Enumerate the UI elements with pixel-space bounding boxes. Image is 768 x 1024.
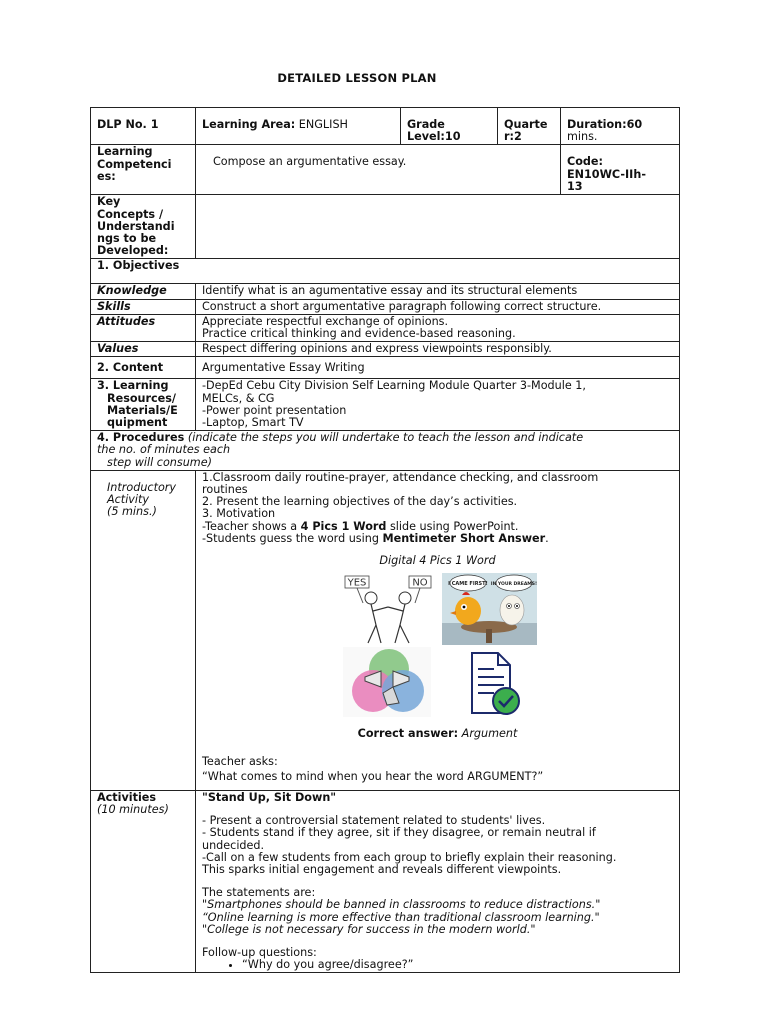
content-text: Argumentative Essay Writing <box>196 357 680 379</box>
no-sign: NO <box>411 577 428 589</box>
statement: "Smartphones should be banned in classrooms to reduce distractions." <box>202 898 601 912</box>
intro-step: 2. Present the learning objectives of the day’s activities. <box>202 495 518 509</box>
introductory-label-cell <box>91 470 196 790</box>
competency-label-line: Competenci <box>97 157 172 171</box>
resources-line: -DepEd Cebu City Division Self Learning Module Quarter 3-Module 1, <box>202 379 586 393</box>
teacher-asks-label: Teacher asks: <box>202 755 278 769</box>
quarter-label: Quarte <box>504 118 548 131</box>
attitudes-text-cell <box>196 314 680 341</box>
intro-step-highlight: Mentimeter Short Answer <box>382 531 546 545</box>
grade-value: Level:10 <box>407 130 461 144</box>
content-row <box>91 357 680 379</box>
duration-cell <box>561 108 680 145</box>
chicken-egg-argument-image <box>442 573 537 645</box>
correct-answer <box>202 728 673 740</box>
activity-step: - Students stand if they agree, sit if they disagree, or remain neutral if <box>202 826 596 840</box>
objectives-heading: 1. Objectives <box>91 259 680 284</box>
correct-answer-value: Argument <box>458 727 518 741</box>
key-concepts-line: ngs to be <box>97 232 157 246</box>
attitudes-text-line: Appreciate respectful exchange of opinions. <box>202 314 449 328</box>
code-value: EN10WC-IIh- <box>567 167 646 181</box>
intro-step: routines <box>202 483 248 497</box>
competency-label-line: es: <box>97 169 116 183</box>
key-concepts-line: Developed: <box>97 244 169 258</box>
statements-label: The statements are: <box>202 886 316 900</box>
resources-label-line: Materials/E <box>107 403 178 417</box>
statement: “Online learning is more effective than traditional classroom learning." <box>202 910 600 924</box>
learning-area-cell <box>196 108 401 145</box>
activities-duration: (10 minutes) <box>97 803 169 817</box>
competency-label-cell <box>91 145 196 195</box>
teacher-question: “What comes to mind when you hear the word ARGUMENT?” <box>202 769 544 783</box>
skills-label: Skills <box>91 299 196 314</box>
activities-content-cell <box>196 790 680 972</box>
activities-label-cell <box>91 790 196 972</box>
resources-text-cell <box>196 379 680 431</box>
intro-step: 1.Classroom daily routine-prayer, attendance checking, and classroom <box>202 470 599 484</box>
procedures-label: 4. Procedures <box>97 431 185 445</box>
attitudes-label: Attitudes <box>91 314 196 341</box>
key-concepts-line: Understandi <box>97 219 175 233</box>
activity-step: This sparks initial engagement and reveals different viewpoints. <box>202 862 562 876</box>
follow-up-list <box>202 959 673 971</box>
attitudes-text-line: Practice critical thinking and evidence-based reasoning. <box>202 327 516 341</box>
resources-line: -Power point presentation <box>202 403 347 417</box>
grade-level-cell <box>401 108 498 145</box>
code-label: Code: <box>567 155 603 169</box>
learning-area-value: ENGLISH <box>295 118 348 131</box>
dlp-number: DLP No. 1 <box>97 118 159 131</box>
procedures-note-line: the no. of minutes each <box>97 443 231 457</box>
statement-close-quote: " <box>530 922 536 936</box>
activity-step: undecided. <box>202 838 265 852</box>
learning-area-label: Learning Area: <box>202 118 296 131</box>
duration-label: Duration:60 <box>567 118 643 131</box>
objectives-heading-row <box>91 259 680 284</box>
statement <box>202 924 673 936</box>
skills-row <box>91 299 680 314</box>
four-pics-grid <box>343 573 537 719</box>
intro-step: 3. Motivation <box>202 507 276 521</box>
megaphones-venn-image <box>343 647 431 717</box>
intro-step <box>202 533 673 545</box>
values-text: Respect differing opinions and express viewpoints responsibly. <box>196 342 680 357</box>
intro-step-part: -Students guess the word using <box>202 531 383 545</box>
introductory-content-cell <box>196 470 680 790</box>
values-row <box>91 342 680 357</box>
activity-step: -Call on a few students from each group to briefly explain their reasoning. <box>202 850 617 864</box>
correct-answer-label: Correct answer: <box>357 727 459 741</box>
quarter-value: r:2 <box>504 130 522 144</box>
key-concepts-row <box>91 195 680 259</box>
intro-step-part: -Teacher shows a <box>202 519 301 533</box>
knowledge-text: Identify what is an agumentative essay and its structural elements <box>196 284 680 299</box>
duration-unit: mins. <box>567 130 598 144</box>
competency-row <box>91 145 680 195</box>
knowledge-row <box>91 284 680 299</box>
attitudes-row <box>91 314 680 341</box>
competency-text: Compose an argumentative essay. <box>213 155 407 169</box>
introductory-label-line: Activity <box>107 493 150 507</box>
values-label: Values <box>91 342 196 357</box>
introductory-duration: (5 mins.) <box>107 505 157 519</box>
quarter-cell <box>498 108 561 145</box>
document-title: DETAILED LESSON PLAN <box>277 71 437 85</box>
four-pics-caption: Digital 4 Pics 1 Word <box>379 554 496 568</box>
follow-up-question: • “Why do you agree/disagree?” <box>242 959 673 971</box>
intro-step-part: . <box>545 531 549 545</box>
knowledge-label: Knowledge <box>91 284 196 299</box>
activity-title: "Stand Up, Sit Down" <box>202 790 337 804</box>
skills-text: Construct a short argumentative paragraph following correct structure. <box>196 299 680 314</box>
competency-label-line: Learning <box>97 145 153 159</box>
resources-label-line: 3. Learning <box>97 379 169 393</box>
speech-bubble-egg: IN YOUR DREAMS! <box>490 582 537 588</box>
statement-text: "College is not necessary for success in the modern world. <box>202 922 531 936</box>
speech-bubble-chicken: I CAME FIRST! <box>447 581 488 588</box>
resources-row <box>91 379 680 431</box>
grade-label: Grade <box>407 118 445 131</box>
activity-step: - Present a controversial statement related to students' lives. <box>202 814 546 828</box>
key-concepts-value-cell <box>196 195 680 259</box>
introductory-label: Introductory <box>107 480 177 494</box>
content-label: 2. Content <box>91 357 196 379</box>
resources-label-line: Resources/ <box>107 391 176 405</box>
follow-up-label: Follow-up questions: <box>202 945 317 959</box>
procedures-row <box>91 431 680 471</box>
introductory-row <box>91 470 680 790</box>
document-check-image <box>442 647 537 719</box>
intro-step-part: slide using PowerPoint. <box>386 519 519 533</box>
activities-label: Activities <box>97 790 157 804</box>
dlp-number-cell <box>91 108 196 145</box>
procedures-cell <box>91 431 680 471</box>
lesson-plan-table <box>90 107 680 973</box>
competency-text-cell <box>196 145 561 195</box>
resources-line: -Laptop, Smart TV <box>202 416 304 430</box>
resources-line: MELCs, & CG <box>202 391 275 405</box>
key-concepts-line: Key <box>97 195 121 209</box>
resources-label-cell <box>91 379 196 431</box>
yes-sign: YES <box>347 577 366 589</box>
intro-step-highlight: 4 Pics 1 Word <box>300 519 387 533</box>
key-concepts-line: Concepts / <box>97 207 164 221</box>
procedures-note: (indicate the steps you will undertake to teach the lesson and indicate <box>184 431 584 445</box>
activities-row <box>91 790 680 972</box>
yes-no-debate-image <box>343 573 438 645</box>
procedures-note-line: step will consume) <box>107 455 212 469</box>
header-row <box>91 108 680 145</box>
code-value-cont: 13 <box>567 179 583 193</box>
key-concepts-label-cell <box>91 195 196 259</box>
code-cell <box>561 145 680 195</box>
resources-label-line: quipment <box>107 416 168 430</box>
